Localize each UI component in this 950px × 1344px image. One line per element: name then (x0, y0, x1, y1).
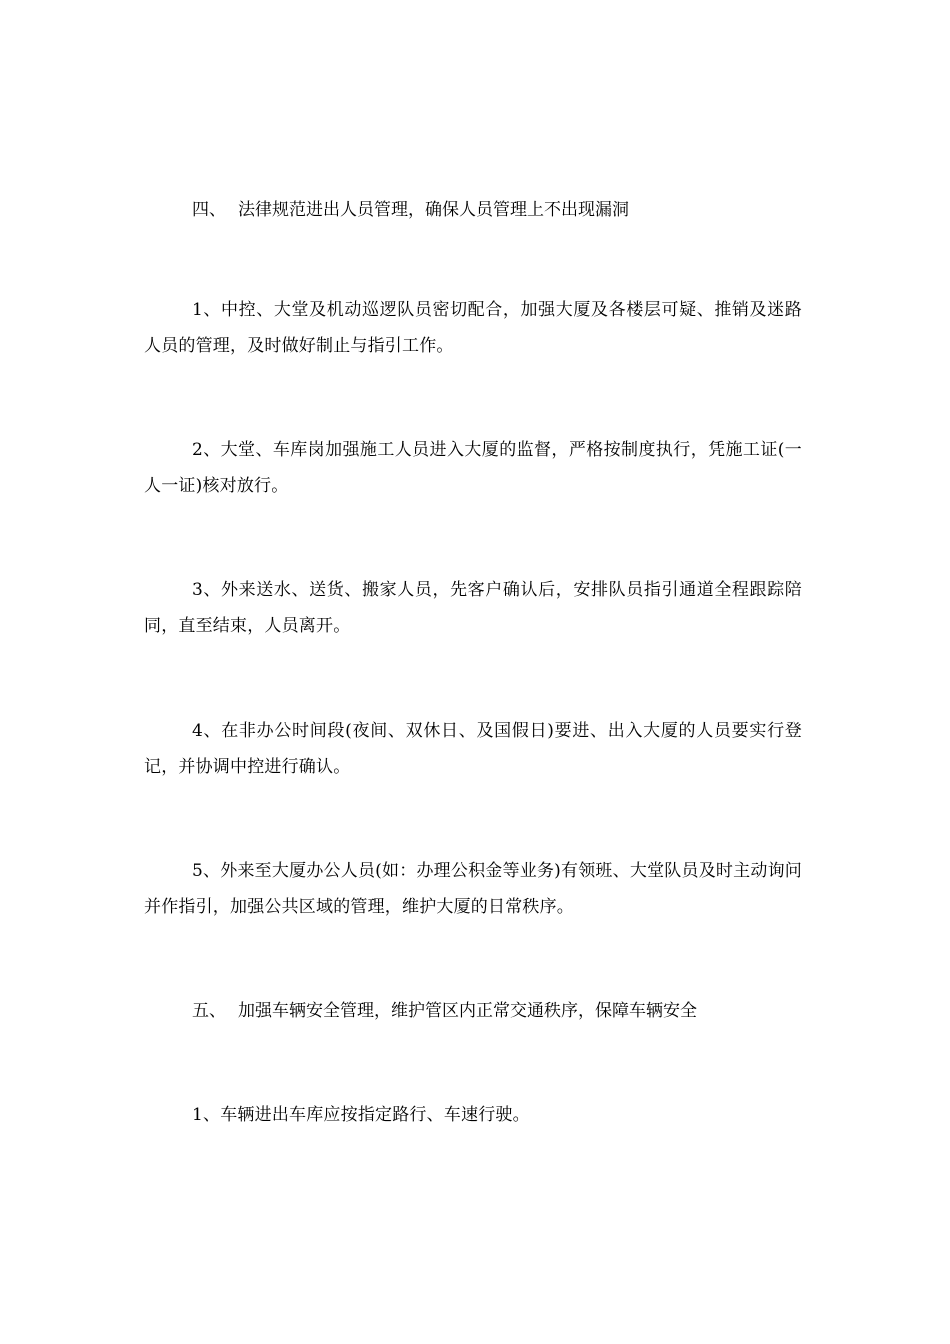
section-4-title: 法律规范进出人员管理，确保人员管理上不出现漏洞 (238, 200, 629, 220)
section-5-item-1: 1、车辆进出车库应按指定路行、车速行驶。 (192, 1105, 530, 1125)
section-5-number: 五、 (192, 1001, 226, 1021)
section-4-item-3: 3、外来送水、送货、搬家人员，先客户确认后，安排队员指引通道全程跟踪陪同，直至结束，人员离开。 (144, 580, 802, 636)
section-4-item-4: 4、在非办公时间段(夜间、双休日、及国假日)要进、出入大厦的人员要实行登记，并协调中控进行确认。 (144, 721, 802, 777)
section-4-item-2: 2、大堂、车库岗加强施工人员进入大厦的监督，严格按制度执行，凭施工证(一人一证)核对放行。 (144, 440, 802, 496)
section-4-number: 四、 (192, 200, 226, 220)
section-4-heading (192, 196, 832, 224)
section-5-heading (192, 997, 832, 1025)
section-5-title: 加强车辆安全管理，维护管区内正常交通秩序，保障车辆安全 (238, 1001, 697, 1021)
section-4-item-5: 5、外来至大厦办公人员(如：办理公积金等业务)有领班、大堂队员及时主动询问并作指引，加强公共区域的管理，维护大厦的日常秩序。 (144, 861, 802, 917)
section-4-item-1: 1、中控、大堂及机动巡逻队员密切配合，加强大厦及各楼层可疑、推销及迷路人员的管理，及时做好制止与指引工作。 (144, 300, 802, 356)
